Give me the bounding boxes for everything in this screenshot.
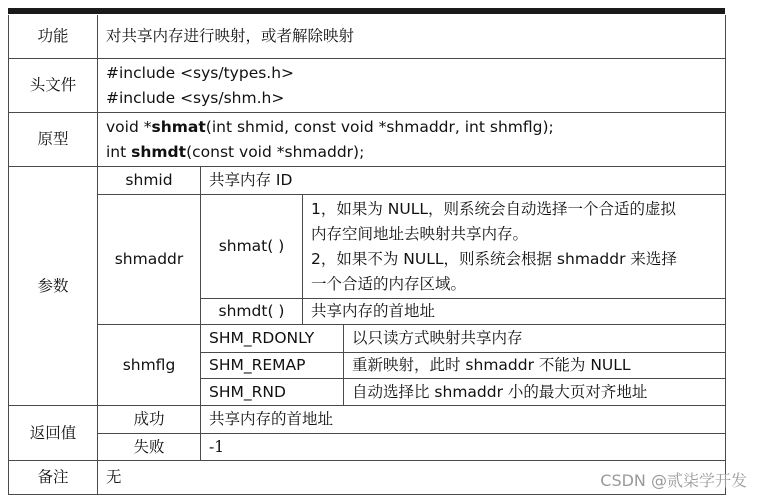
flag-desc: 自动选择比 shmaddr 小的最大页对齐地址: [352, 382, 648, 401]
shmat-fn-name: shmat: [151, 117, 206, 136]
return-label: 返回值: [29, 423, 77, 442]
proto-signatures: [98, 113, 725, 166]
shmdt-desc: 共享内存的首地址: [311, 302, 436, 320]
shmdt-subrow: shmdt( ): [218, 302, 285, 320]
return-success-label: 成功: [133, 410, 165, 428]
return-success-value: 共享内存的首地址: [209, 410, 334, 428]
note-label: 备注: [37, 468, 69, 486]
shmat-subrow: shmat( ): [218, 237, 285, 255]
return-fail-label: 失败: [133, 437, 165, 456]
func-value: 对共享内存进行映射，或者解除映射: [106, 27, 355, 45]
flag-name: SHM_RDONLY: [209, 329, 315, 347]
table-top-rule: [8, 8, 725, 14]
func-label: 功能: [37, 27, 69, 45]
include-line: #include <sys/types.h>: [106, 63, 295, 82]
flag-desc: 重新映射，此时 shmaddr 不能为 NULL: [352, 356, 631, 374]
shmdt-fn-name: shmdt: [131, 142, 187, 161]
header-label: 头文件: [29, 76, 77, 94]
param-shmflg: shmflg: [122, 355, 176, 374]
flag-desc: 以只读方式映射共享内存: [352, 329, 523, 347]
param-shmaddr: shmaddr: [114, 250, 184, 268]
flag-name: SHM_RND: [209, 382, 286, 401]
include-line: #include <sys/shm.h>: [106, 88, 285, 107]
shmat-desc: 1，如果为 NULL，则系统会自动选择一个合适的虚拟 内存空间地址去映射共享内存。 2，如果不为 NULL，则系统会根据 shmaddr 来选择 一个合适的内存区域。: [311, 199, 677, 293]
params-label: 参数: [37, 276, 69, 295]
shmat-signature: void *shmat(int shmid, const void *shmaddr, int shmflg);: [106, 117, 554, 136]
flag-name: SHM_REMAP: [209, 356, 306, 374]
shmdt-signature: int shmdt(const void *shmaddr);: [106, 142, 365, 161]
param-shmid-desc: 共享内存 ID: [209, 171, 293, 189]
note-value: 无: [106, 468, 122, 486]
param-shmid: shmid: [125, 171, 173, 189]
csdn-watermark: CSDN @贰柒学开发: [600, 471, 747, 490]
proto-label: 原型: [37, 130, 69, 148]
return-fail-value: -1: [209, 437, 225, 456]
header-includes: [98, 59, 725, 112]
